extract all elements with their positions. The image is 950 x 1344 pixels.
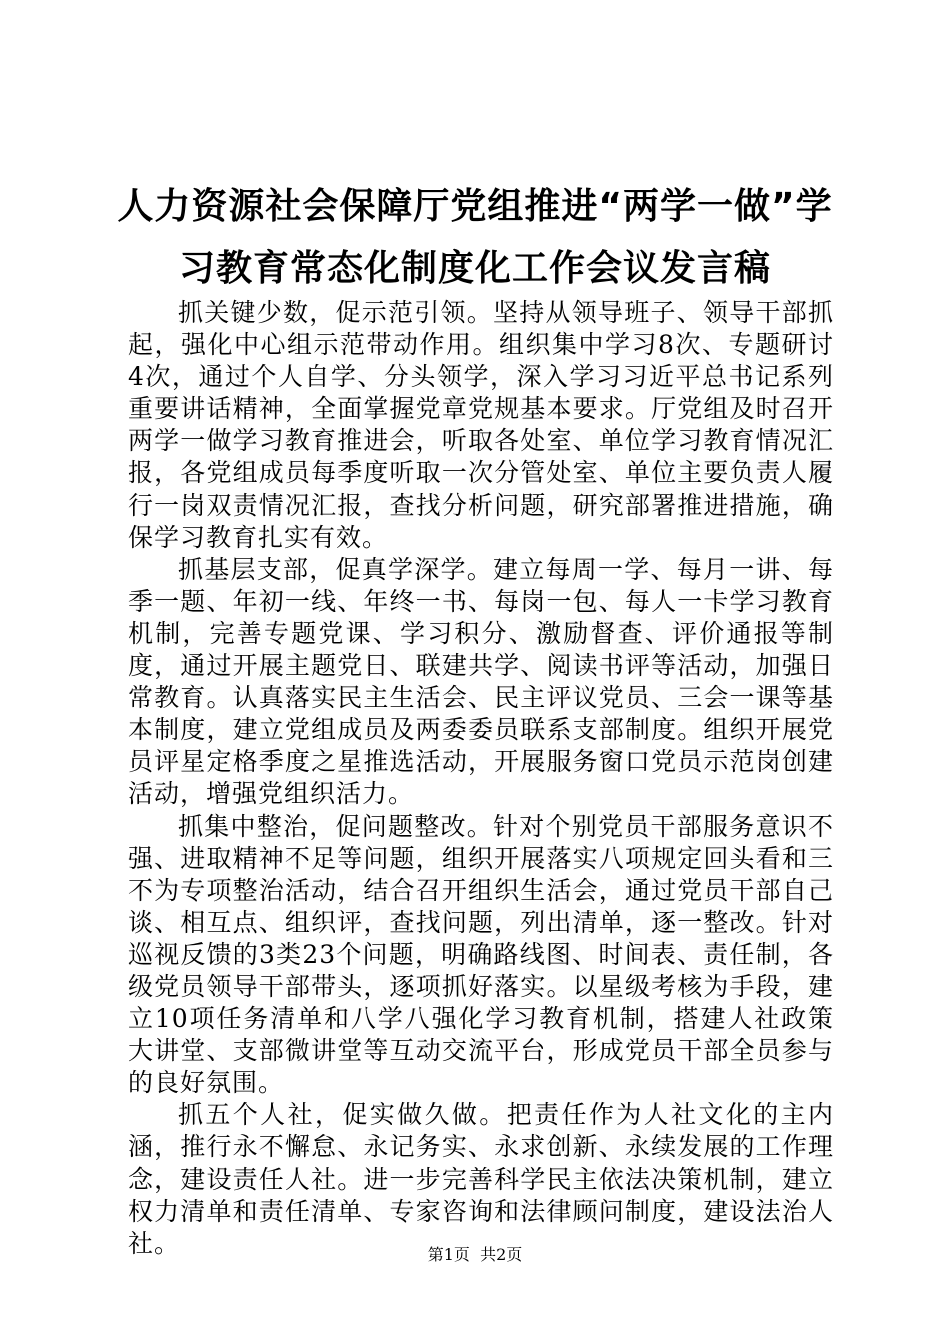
title-line-2: 习教育常态化制度化工作会议发言稿 <box>178 248 771 289</box>
document-title <box>115 176 835 300</box>
body-paragraph: 抓基层支部，促真学深学。建立每周一学、每月一讲、每季一题、年初一线、年终一书、每岗一包、每人一卡学习教育机制，完善专题党课、学习积分、激励督查、评价通报等制度，通过开展主题党日、联建共学、阅读书评等活动，加强日常教育。认真落实民主生活会、民主评议党员、三会一课等基本制度，建立党组成员及两委委员联系支部制度。组织开展党员评星定格季度之星推选活动，开展服务窗口党员示范岗创建活动，增强党组织活力。 <box>128 554 834 809</box>
body-paragraph: 抓集中整治，促问题整改。针对个别党员干部服务意识不强、进取精神不足等问题，组织开展落实八项规定回头看和三不为专项整治活动，结合召开组织生活会，通过党员干部自己谈、相互点、组织评，查找问题，列出清单，逐一整改。针对巡视反馈的3类23个问题，明确路线图、时间表、责任制，各级党员领导干部带头，逐项抓好落实。以星级考核为手段，建立10项任务清单和八学八强化学习教育机制，搭建人社政策大讲堂、支部微讲堂等互动交流平台，形成党员干部全员参与的良好氛围。 <box>128 811 834 1098</box>
body-paragraph: 抓五个人社，促实做久做。把责任作为人社文化的主内涵，推行永不懈怠、永记务实、永求创新、永续发展的工作理念，建设责任人社。进一步完善科学民主依法决策机制，建立权力清单和责任清单、专家咨询和法律顾问制度，建设法治人社。 <box>128 1100 834 1258</box>
body-paragraph: 抓关键少数，促示范引领。坚持从领导班子、领导干部抓起，强化中心组示范带动作用。组织集中学习8次、专题研讨4次，通过个人自学、分头领学，深入学习习近平总书记系列重要讲话精神，全面掌握党章党规基本要求。厅党组及时召开两学一做学习教育推进会，听取各处室、单位学习教育情况汇报，各党组成员每季度听取一次分管处室、单位主要负责人履行一岗双责情况汇报，查找分析问题，研究部署推进措施，确保学习教育扎实有效。 <box>128 298 834 552</box>
title-line-1: 人力资源社会保障厅党组推进“两学一做”学 <box>117 186 833 227</box>
page-number-footer: 第1页 共2页 <box>427 1245 523 1264</box>
document-body <box>128 297 834 1260</box>
